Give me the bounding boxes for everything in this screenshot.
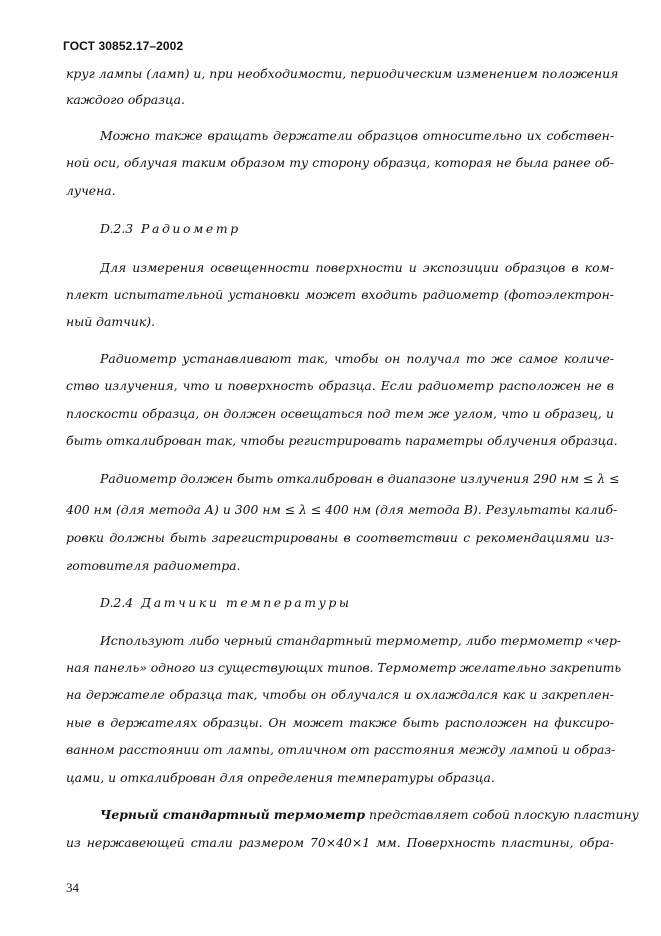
text-line: Радиометр должен быть откалиброван в диапазоне излучения 290 нм ≤ λ ≤ xyxy=(100,471,620,486)
text-line: Используют либо черный стандартный термометр, либо термометр «чер- xyxy=(100,633,622,648)
text-line: ство излучения, что и поверхность образца. Если радиометр расположен не в xyxy=(66,378,614,393)
text-line: ная панель» одного из существующих типов. Термометр желательно закрепить xyxy=(66,660,622,675)
text-line: круг лампы (ламп) и, при необходимости, периодическим изменением положения xyxy=(66,66,619,81)
section-title: Радиометр xyxy=(141,221,241,236)
text-line: лучена. xyxy=(66,183,116,198)
text-line: каждого образца. xyxy=(66,92,185,107)
text-line: плоскости образца, он должен освещаться под тем же углом, что и образец, и xyxy=(66,406,614,421)
text-line: Для измерения освещенности поверхности и экспозиции образцов в ком- xyxy=(100,260,614,275)
text-line: ванном расстоянии от лампы, отличном от расстояния между лампой и образ- xyxy=(66,742,616,757)
text-line: ной оси, облучая таким образом ту сторону образца, которая не была ранее об- xyxy=(66,155,614,170)
section-heading xyxy=(100,595,614,611)
text-line: из нержавеющей стали размером 70×40×1 мм. Поверхность пластины, обра- xyxy=(66,835,614,850)
section-number: D.2.4 xyxy=(100,595,134,610)
text-line: ные в держателях образцы. Он может также быть расположен на фиксиро- xyxy=(66,715,614,730)
section-title: Датчики температуры xyxy=(141,595,352,610)
text-line: 400 нм (для метода А) и 300 нм ≤ λ ≤ 400 нм (для метода В). Результаты калиб- xyxy=(66,502,618,517)
document-header: ГОСТ 30852.17–2002 xyxy=(63,39,184,53)
text-line: плект испытательной установки может входить радиометр (фотоэлектрон- xyxy=(66,287,614,302)
text-line: быть откалиброван так, чтобы регистрировать параметры облучения образца. xyxy=(66,433,618,448)
text-line: ровки должны быть зарегистрированы в соответствии с рекомендациями из- xyxy=(66,530,614,545)
text-line: Радиометр устанавливают так, чтобы он получал то же самое количе- xyxy=(100,351,614,366)
page-number: 34 xyxy=(66,880,79,895)
text-line: цами, и откалиброван для определения температуры образца. xyxy=(66,770,495,785)
text-line xyxy=(100,807,639,823)
text-line: Можно также вращать держатели образцов относительно их собствен- xyxy=(100,128,614,143)
text-line: ный датчик). xyxy=(66,314,156,329)
section-heading xyxy=(100,221,614,237)
text-line: на держателе образца так, чтобы он облучался и охлаждался как и закреплен- xyxy=(66,687,614,702)
text-line: готовителя радиометра. xyxy=(66,558,241,573)
defined-term: Черный стандартный термометр xyxy=(100,807,366,822)
text-span: представляет собой плоскую пластину xyxy=(365,807,639,822)
section-number: D.2.3 xyxy=(100,221,134,236)
